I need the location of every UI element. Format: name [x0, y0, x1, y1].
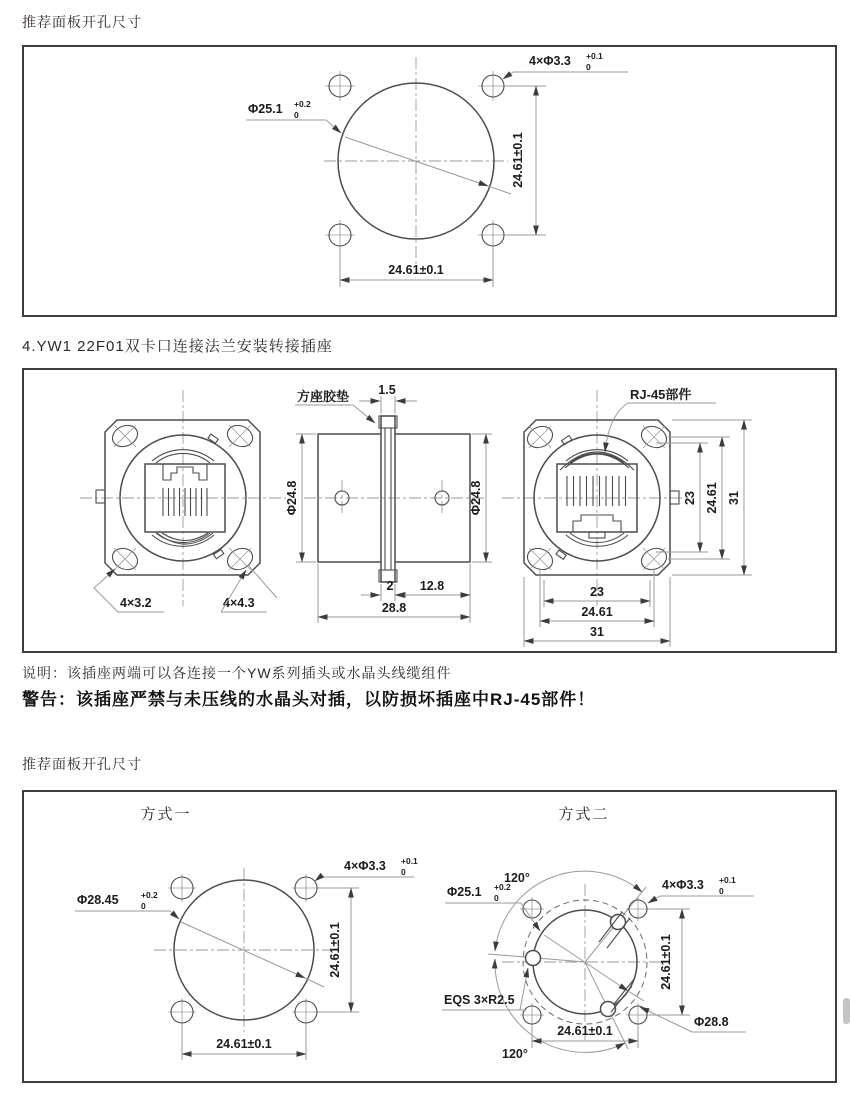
warning-text: 警告：该插座严禁与未压线的水晶头对插，以防损坏插座中RJ-45部件！: [22, 690, 596, 709]
m1-horizontal-dimension: [182, 1024, 306, 1060]
rear-view: [502, 387, 752, 647]
gasket-plate: [381, 416, 395, 582]
m1-dim-horizontal-label: 24.61±0.1: [216, 1037, 272, 1051]
dim-4x3-2-label: 4×3.2: [120, 596, 152, 610]
m2-holes-tol-minus: 0: [719, 886, 724, 896]
panel-cutout-box-2: [22, 790, 837, 1083]
dim-dia-right: [469, 434, 492, 562]
front-screw-holes: [109, 421, 256, 573]
m2-dim-vertical-label: 24.61±0.1: [659, 934, 673, 990]
method1-title: 方式一: [140, 806, 192, 823]
m2-dia-callout: [445, 882, 644, 1001]
side-bottom-dims: [318, 564, 470, 623]
m2-dia-label: Φ25.1: [447, 885, 482, 899]
dim-28-8-label: 28.8: [381, 601, 407, 615]
rj45-jack-front: [145, 464, 225, 544]
eqs-callout: [442, 968, 528, 1010]
front-flange: [105, 420, 260, 575]
holes-callout: [503, 51, 628, 79]
m1-holes-tol-plus: +0.1: [401, 856, 418, 866]
dim-v23-label: 23: [683, 491, 697, 505]
method1: [75, 806, 418, 1060]
dim-1-5: [359, 383, 417, 414]
dia-24-8-left-label: Φ24.8: [285, 480, 299, 516]
connector-views-box: [22, 368, 837, 653]
m1-dim-vertical-label: 24.61±0.1: [328, 922, 342, 978]
panel-cutout-drawing-2: [24, 792, 835, 1081]
dim-4x4-3-label: 4×4.3: [223, 596, 255, 610]
holes-tol-minus: 0: [586, 62, 591, 72]
side-view: [285, 383, 492, 623]
dia-label: Φ25.1: [248, 102, 283, 116]
method2: [442, 806, 754, 1061]
m1-holes-callout: [315, 856, 418, 881]
m1-holes-label: 4×Φ3.3: [344, 859, 386, 873]
dia-24-8-right-label: Φ24.8: [469, 480, 483, 516]
holes-tol-plus: +0.1: [586, 51, 603, 61]
panel-cutout-box-1: [22, 45, 837, 317]
dim-2-label: 2: [386, 579, 394, 593]
m1-dia-tol-plus: +0.2: [141, 890, 158, 900]
eqs-label: EQS 3×R2.5: [444, 993, 515, 1007]
gasket-callout: [295, 389, 375, 423]
vertical-dimension: [506, 86, 546, 235]
section3-label: 推荐面板开孔尺寸: [22, 756, 142, 772]
dim-vertical-label: 24.61±0.1: [511, 132, 525, 188]
centerlines: [324, 57, 508, 267]
front-view: [80, 390, 286, 612]
gasket-label: 方座胶垫: [297, 389, 350, 404]
diameter-callout: [246, 99, 511, 194]
section1-label: 推荐面板开孔尺寸: [22, 14, 142, 30]
dim-1-5-label: 1.5: [378, 383, 396, 397]
m2-dim-horizontal-label: 24.61±0.1: [557, 1024, 613, 1038]
mounting-holes: [329, 75, 504, 246]
holes-label: 4×Φ3.3: [529, 54, 571, 68]
bayonet-key-tab: [96, 490, 105, 503]
dim-12-8-label: 12.8: [419, 579, 445, 593]
angle-bottom-label: 120°: [502, 1047, 528, 1061]
rj45-label: RJ-45部件: [630, 387, 692, 402]
dia-28-8-label: Φ28.8: [694, 1015, 729, 1029]
dia-tol-plus: +0.2: [294, 99, 311, 109]
method2-title: 方式二: [558, 806, 610, 823]
horizontal-dimension: [340, 248, 493, 287]
panel-cutout-drawing-1: [24, 47, 835, 315]
dim-horizontal-label: 24.61±0.1: [388, 263, 444, 277]
m2-dia2-callout: [640, 1007, 746, 1032]
angle-top-label: 120°: [504, 871, 530, 885]
dia-tol-minus: 0: [294, 110, 299, 120]
m1-dia-label: Φ28.45: [77, 893, 119, 907]
dim-h24-61-label: 24.61: [581, 605, 613, 619]
note-text: 说明：该插座两端可以各连接一个YW系列插头或水晶头线缆组件: [22, 665, 452, 681]
connector-views-drawing: [24, 370, 835, 651]
dim-v31-label: 31: [727, 491, 741, 505]
section2-heading: 4.YW1 22F01双卡口连接法兰安装转接插座: [22, 338, 333, 355]
dim-h23-label: 23: [590, 585, 604, 599]
m1-dia-tol-minus: 0: [141, 901, 146, 911]
dim-h31-label: 31: [590, 625, 604, 639]
m1-dia-callout: [75, 890, 324, 987]
m1-holes-tol-minus: 0: [401, 867, 406, 877]
front-dim-4-3: [221, 566, 277, 612]
m2-dia-tol-plus: +0.2: [494, 882, 511, 892]
m2-dia-tol-minus: 0: [494, 893, 499, 903]
scrollbar-thumb[interactable]: [843, 998, 850, 1024]
m2-holes-tol-plus: +0.1: [719, 875, 736, 885]
dim-v24-61-label: 24.61: [705, 482, 719, 514]
m2-holes-label: 4×Φ3.3: [662, 878, 704, 892]
m2-holes-callout: [648, 875, 754, 903]
